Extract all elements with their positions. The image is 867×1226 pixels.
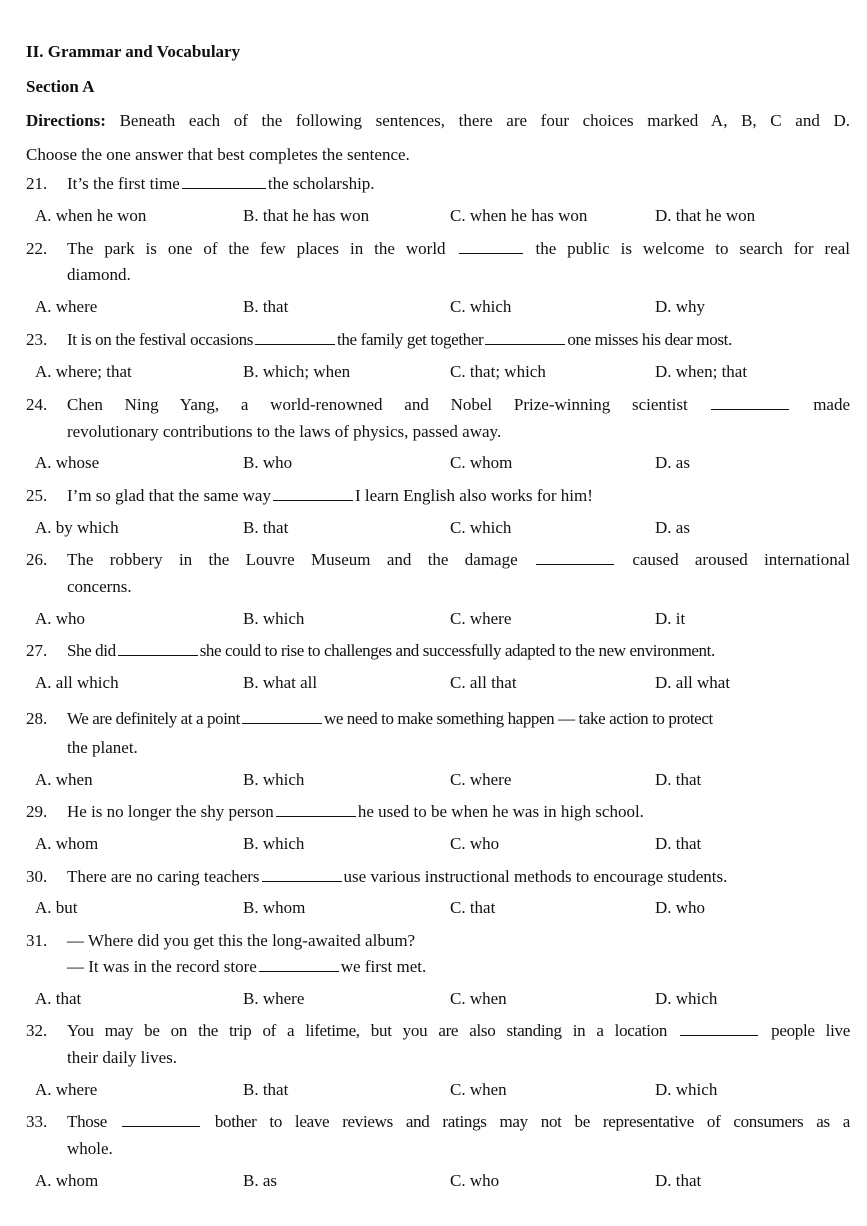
option-a[interactable]: A. whom bbox=[35, 1171, 99, 1190]
answer-blank[interactable] bbox=[536, 549, 614, 565]
option-a[interactable]: A. where; that bbox=[35, 362, 132, 381]
option-d[interactable]: D. who bbox=[655, 898, 706, 917]
option-a[interactable]: A. but bbox=[35, 898, 78, 917]
question-24: 24. Chen Ning Yang, a world-renowned and Nobel Prize-winning scientist made bbox=[26, 395, 851, 414]
option-d[interactable]: D. all what bbox=[655, 673, 731, 692]
question-32: 32. You may be on the trip of a lifetime, but you are also standing in a location people live bbox=[26, 1021, 850, 1040]
directions-line-1: Directions: Beneath each of the following sentences, there are four choices marked A, B, C and D. bbox=[26, 111, 850, 130]
option-c[interactable]: C. where bbox=[450, 770, 512, 789]
option-a[interactable]: A. that bbox=[35, 989, 82, 1008]
option-c[interactable]: C. when he has won bbox=[450, 206, 588, 225]
options-21 bbox=[0, 204, 867, 228]
option-b[interactable]: B. which bbox=[243, 770, 305, 789]
question-26-cont: concerns. bbox=[67, 577, 132, 596]
option-c[interactable]: C. when bbox=[450, 989, 507, 1008]
option-c[interactable]: C. that bbox=[450, 898, 496, 917]
option-d[interactable]: D. it bbox=[655, 609, 686, 628]
option-d[interactable]: D. when; that bbox=[655, 362, 748, 381]
directions-line-2: Choose the one answer that best completes the sentence. bbox=[26, 145, 410, 164]
question-30: 30. There are no caring teachers use various instructional methods to encourage students. bbox=[26, 867, 728, 886]
option-d[interactable]: D. as bbox=[655, 518, 690, 537]
options-32 bbox=[0, 1078, 867, 1102]
options-29 bbox=[0, 832, 867, 856]
question-29: 29. He is no longer the shy person he used to be when he was in high school. bbox=[26, 802, 644, 821]
option-d[interactable]: D. that bbox=[655, 770, 702, 789]
option-c[interactable]: C. whom bbox=[450, 453, 513, 472]
option-a[interactable]: A. by which bbox=[35, 518, 119, 537]
option-a[interactable]: A. whom bbox=[35, 834, 99, 853]
options-31 bbox=[0, 987, 867, 1011]
answer-blank[interactable] bbox=[259, 956, 339, 972]
option-c[interactable]: C. where bbox=[450, 609, 512, 628]
answer-blank[interactable] bbox=[459, 238, 523, 254]
question-33: 33. Those bother to leave reviews and ratings may not be representative of consumers as a bbox=[26, 1112, 850, 1131]
option-d[interactable]: D. that he won bbox=[655, 206, 756, 225]
question-28-cont: the planet. bbox=[67, 738, 138, 757]
options-27 bbox=[0, 671, 867, 695]
option-d[interactable]: D. as bbox=[655, 453, 690, 472]
question-28: 28. We are definitely at a point we need to make something happen — take action to protect bbox=[26, 709, 713, 728]
answer-blank[interactable] bbox=[273, 485, 353, 501]
section-title: Section A bbox=[26, 77, 95, 96]
answer-blank[interactable] bbox=[711, 394, 789, 410]
option-c[interactable]: C. when bbox=[450, 1080, 507, 1099]
option-a[interactable]: A. when bbox=[35, 770, 93, 789]
question-25: 25. I’m so glad that the same way I learn English also works for him! bbox=[26, 486, 593, 505]
question-22: 22. The park is one of the few places in the world the public is welcome to search for real bbox=[26, 239, 851, 258]
option-a[interactable]: A. who bbox=[35, 609, 86, 628]
option-c[interactable]: C. which bbox=[450, 297, 512, 316]
option-a[interactable]: A. all which bbox=[35, 673, 119, 692]
options-24 bbox=[0, 451, 867, 475]
option-b[interactable]: B. whom bbox=[243, 898, 306, 917]
answer-blank[interactable] bbox=[262, 866, 342, 882]
options-30 bbox=[0, 896, 867, 920]
question-31: 31. — Where did you get this the long-awaited album? bbox=[26, 931, 416, 950]
option-b[interactable]: B. that he has won bbox=[243, 206, 370, 225]
option-b[interactable]: B. which bbox=[243, 834, 305, 853]
option-b[interactable]: B. as bbox=[243, 1171, 277, 1190]
option-c[interactable]: C. which bbox=[450, 518, 512, 537]
option-c[interactable]: C. that; which bbox=[450, 362, 546, 381]
question-31-line-2: — It was in the record store we first met. bbox=[67, 957, 427, 976]
question-26: 26. The robbery in the Louvre Museum and the damage caused aroused international bbox=[26, 550, 850, 569]
option-a[interactable]: A. where bbox=[35, 1080, 98, 1099]
options-28 bbox=[0, 768, 867, 792]
answer-blank[interactable] bbox=[485, 329, 565, 345]
part-title: II. Grammar and Vocabulary bbox=[26, 42, 241, 61]
option-b[interactable]: B. where bbox=[243, 989, 305, 1008]
question-23: 23. It is on the festival occasions the family get together one misses his dear most. bbox=[26, 330, 732, 349]
answer-blank[interactable] bbox=[182, 173, 266, 189]
option-a[interactable]: A. where bbox=[35, 297, 98, 316]
question-27: 27. She did she could to rise to challenges and successfully adapted to the new environment. bbox=[26, 641, 715, 660]
option-b[interactable]: B. who bbox=[243, 453, 293, 472]
options-33 bbox=[0, 1169, 867, 1193]
options-26 bbox=[0, 607, 867, 631]
option-a[interactable]: A. whose bbox=[35, 453, 100, 472]
question-21: 21. It’s the first time the scholarship. bbox=[26, 174, 375, 193]
question-33-cont: whole. bbox=[67, 1139, 113, 1158]
answer-blank[interactable] bbox=[680, 1020, 758, 1036]
option-b[interactable]: B. what all bbox=[243, 673, 318, 692]
question-24-cont: revolutionary contributions to the laws of physics, passed away. bbox=[67, 422, 502, 441]
options-23 bbox=[0, 360, 867, 384]
option-a[interactable]: A. when he won bbox=[35, 206, 147, 225]
question-32-cont: their daily lives. bbox=[67, 1048, 178, 1067]
option-b[interactable]: B. which bbox=[243, 609, 305, 628]
option-d[interactable]: D. which bbox=[655, 1080, 718, 1099]
option-b[interactable]: B. that bbox=[243, 1080, 289, 1099]
answer-blank[interactable] bbox=[122, 1111, 200, 1127]
option-d[interactable]: D. that bbox=[655, 1171, 702, 1190]
option-d[interactable]: D. why bbox=[655, 297, 706, 316]
option-b[interactable]: B. that bbox=[243, 297, 289, 316]
answer-blank[interactable] bbox=[255, 329, 335, 345]
answer-blank[interactable] bbox=[276, 801, 356, 817]
option-b[interactable]: B. that bbox=[243, 518, 289, 537]
option-b[interactable]: B. which; when bbox=[243, 362, 351, 381]
answer-blank[interactable] bbox=[242, 708, 322, 724]
option-c[interactable]: C. who bbox=[450, 834, 500, 853]
options-22 bbox=[0, 295, 867, 319]
question-22-cont: diamond. bbox=[67, 265, 131, 284]
option-d[interactable]: D. that bbox=[655, 834, 702, 853]
option-d[interactable]: D. which bbox=[655, 989, 718, 1008]
option-c[interactable]: C. all that bbox=[450, 673, 517, 692]
options-25 bbox=[0, 516, 867, 540]
answer-blank[interactable] bbox=[118, 640, 198, 656]
option-c[interactable]: C. who bbox=[450, 1171, 500, 1190]
